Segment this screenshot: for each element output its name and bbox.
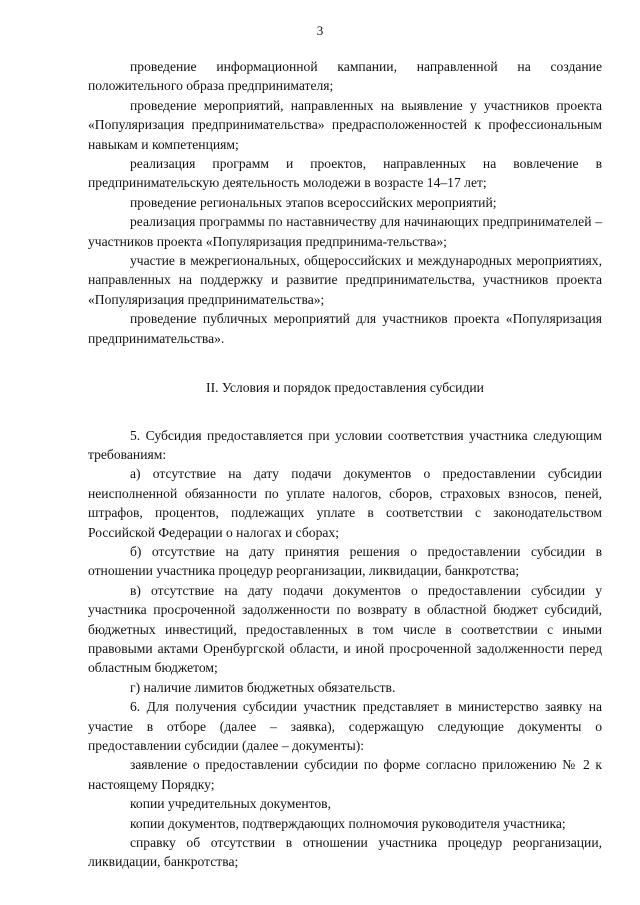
clause-6-charter-copies: копии учредительных документов,: [130, 796, 331, 812]
list-item-identify-skills: проведение мероприятий, направленных на выявление у участников проекта «Популяризация предпринимательства» предрасположенностей к профессиональным навыкам и компетенциям;: [88, 97, 602, 152]
clause-5a: а) отсутствие на дату подачи документов о предоставлении субсидии неисполненной обязанности по уплате налогов, сборов, страховых взносов, пеней, штрафов, процентов, подлежащих уплате в соответствии с законодательством Российской Федерации о налогах и сборах;: [88, 466, 602, 540]
clause-5g: г) наличие лимитов бюджетных обязательств.: [130, 679, 396, 695]
clause-6-certificate: справку об отсутствии в отношении участника процедур реорганизации, ликвидации, банкротства;: [88, 835, 602, 870]
list-item-mentorship: реализация программы по наставничеству для начинающих предпринимателей – участников проекта «Популяризация предпринима-тельства»;: [88, 214, 602, 249]
document-body: [88, 57, 602, 872]
list-item-regional-stages: проведение региональных этапов всероссийских мероприятий;: [130, 194, 497, 210]
list-item-youth-programs: реализация программ и проектов, направленных на вовлечение в предпринимательскую деятельность молодежи в возрасте 14–17 лет;: [88, 156, 602, 191]
clause-5: 5. Субсидия предоставляется при условии соответствия участника следующим требованиям:: [88, 427, 602, 462]
clause-5b: б) отсутствие на дату принятия решения о предоставлении субсидии в отношении участника процедур реорганизации, ликвидации, банкротства;: [88, 543, 602, 579]
page-number: 3: [316, 23, 324, 38]
section-heading: II. Условия и порядок предоставления субсидии: [206, 380, 484, 396]
list-item-info-campaign: проведение информационной кампании, направленной на создание положительного образа предпринимателя;: [88, 59, 602, 94]
list-item-public-events: проведение публичных мероприятий для участников проекта «Популяризация предпринимательства».: [88, 311, 602, 346]
clause-6-authority-copies: копии документов, подтверждающих полномочия руководителя участника;: [130, 815, 566, 831]
clause-6: 6. Для получения субсидии участник представляет в министерство заявку на участие в отборе (далее – заявка), содержащую следующие документы о предоставлении субсидии (далее – документы):: [88, 699, 602, 753]
clause-5v: в) отсутствие на дату подачи документов о предоставлении субсидии у участника просроченной задолженности по возврату в областной бюджет субсидий, бюджетных инвестиций, предоставленных в том числе в соответствии с иными правовыми актами Оренбургской области, и иной просроченной задолженности перед областным бюджетом;: [88, 582, 602, 676]
clause-6-application: заявление о предоставлении субсидии по форме согласно приложению № 2 к настоящему Порядку;: [88, 757, 602, 792]
list-item-interregional-events: участие в межрегиональных, общероссийских и международных мероприятиях, направленных на поддержку и развитие предпринимательства, участников проекта «Популяризация предпринимательства»;: [88, 253, 602, 307]
